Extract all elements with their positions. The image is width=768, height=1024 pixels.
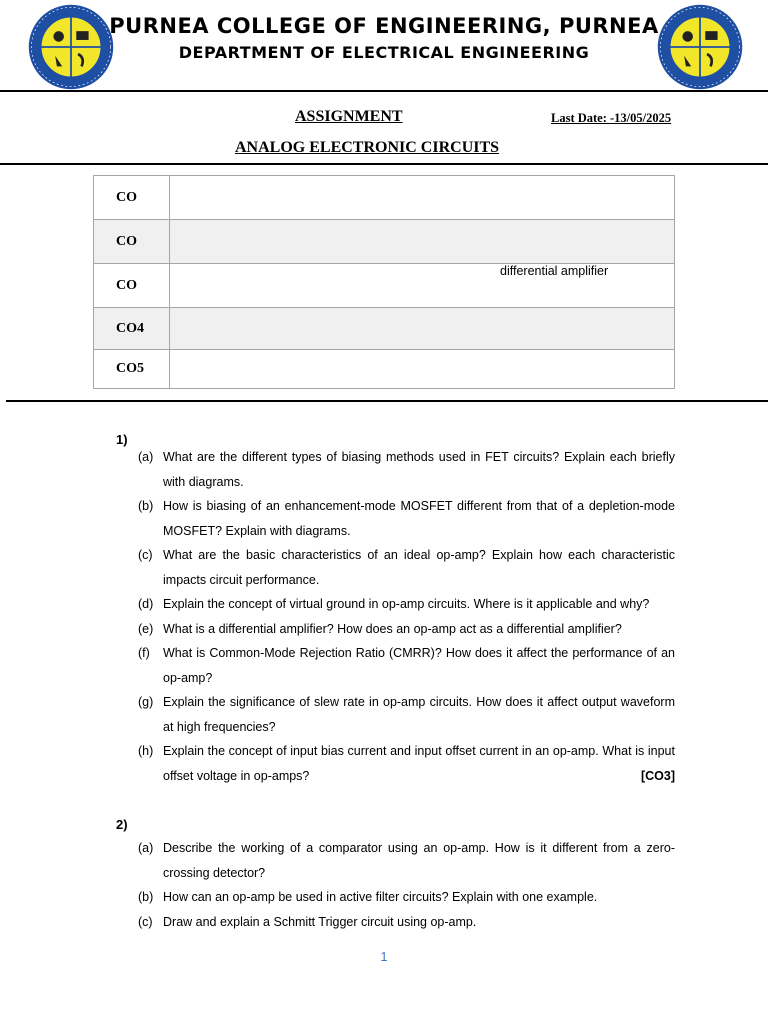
question-item [138,494,675,543]
co-description-cell [170,264,675,308]
title-divider [0,163,768,165]
item-label: (a) [138,450,154,464]
page-number: 1 [380,950,388,964]
co-label: CO [94,220,170,264]
item-text: What is a differential amplifier? How does an op-amp act as a differential amplifier? [163,621,622,636]
co-label: CO [94,176,170,220]
question-item [138,910,675,935]
co-description [170,176,675,220]
question-number: 2) [116,817,128,832]
co-row [94,350,675,389]
item-text: How is biasing of an enhancement-mode MOSFET different from that of a depletion-mode MOSFET? Explain with diagrams. [163,499,675,538]
item-label: (a) [138,841,154,855]
assignment-title: ASSIGNMENT [295,108,403,125]
item-label: (g) [138,695,154,709]
question-item [138,445,675,494]
question-item [138,885,675,910]
co-description [170,350,675,389]
table-divider [6,400,768,402]
question-item [138,690,675,739]
header-divider [0,90,768,92]
co-label: CO4 [94,308,170,350]
question-item [138,592,675,617]
course-outcomes-table [93,175,675,389]
question-items [138,836,675,934]
item-text-wrap [163,739,675,788]
co-description [170,220,675,264]
item-text: What are the different types of biasing methods used in FET circuits? Explain each briefly with diagrams. [163,450,675,489]
item-text: Draw and explain a Schmitt Trigger circuit using op-amp. [163,914,477,929]
item-label: (h) [138,744,154,758]
item-label: (e) [138,621,154,636]
co-label: CO5 [94,350,170,389]
co-row [94,220,675,264]
item-text: How can an op-amp be used in active filter circuits? Explain with one example. [163,890,598,904]
item-text: Explain the concept of virtual ground in op-amp circuits. Where is it applicable and why? [163,597,650,611]
question-item [138,641,675,690]
co-label: CO [94,264,170,308]
co-tag: [CO3] [640,768,675,783]
question-items [138,445,675,788]
question-item [138,543,675,592]
item-text: Explain the concept of input bias current and input offset current in an op-amp. What is input offset voltage in op-amps? [163,744,675,783]
last-date: Last Date: -13/05/2025 [551,111,672,125]
co-description [170,308,675,350]
department-name: DEPARTMENT OF ELECTRICAL ENGINEERING [178,43,590,62]
co-row [94,176,675,220]
subject-title: ANALOG ELECTRONIC CIRCUITS [235,139,500,156]
college-name: PURNEA COLLEGE OF ENGINEERING, PURNEA [109,14,659,38]
question-number: 1) [116,432,128,447]
item-label: (f) [138,646,150,660]
item-text: Explain the significance of slew rate in op-amp circuits. How does it affect output waveform at high frequencies? [163,695,675,734]
question-item [138,617,675,642]
item-label: (c) [138,914,153,929]
co-description: differential amplifier [500,264,609,278]
co-row [94,308,675,350]
item-label: (b) [138,499,154,513]
item-label: (b) [138,890,154,904]
question-item [138,836,675,885]
item-label: (d) [138,597,154,611]
item-text: What is Common-Mode Rejection Ratio (CMRR)? How does it affect the performance of an op-amp? [163,646,675,685]
item-text: Describe the working of a comparator using an op-amp. How is it different from a zero-crossing detector? [163,841,675,880]
item-text: What are the basic characteristics of an ideal op-amp? Explain how each characteristic impacts circuit performance. [163,548,675,587]
question-item [138,739,675,788]
item-label: (c) [138,548,153,562]
co-row [94,264,675,308]
